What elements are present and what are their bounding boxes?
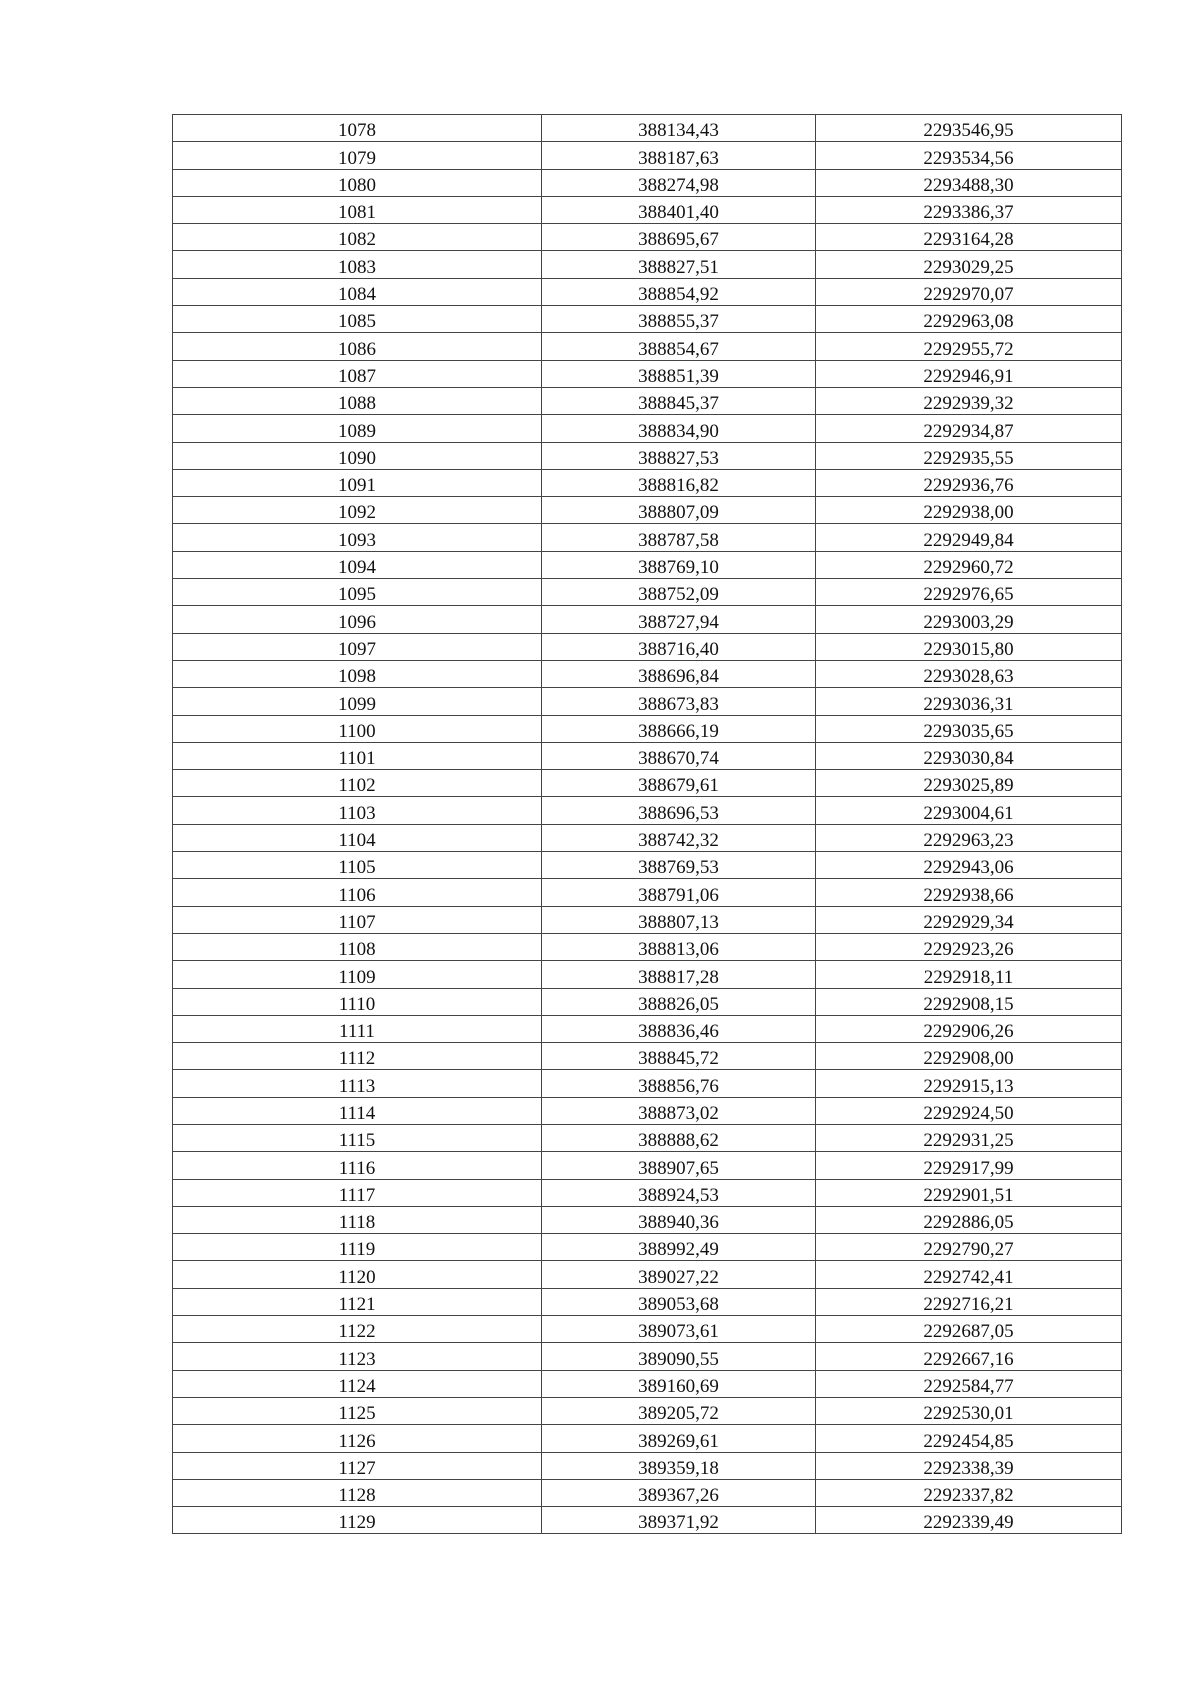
x-coordinate-cell: 388817,28 <box>542 961 816 988</box>
point-number-cell: 1128 <box>173 1479 542 1506</box>
table-row <box>173 1097 1122 1124</box>
table-row <box>173 169 1122 196</box>
point-number-cell: 1125 <box>173 1397 542 1424</box>
x-coordinate-cell: 388401,40 <box>542 196 816 223</box>
x-coordinate-cell: 389359,18 <box>542 1452 816 1479</box>
x-coordinate-cell: 389371,92 <box>542 1507 816 1534</box>
table-row <box>173 1261 1122 1288</box>
point-number-cell: 1129 <box>173 1507 542 1534</box>
table-row <box>173 115 1122 142</box>
point-number-cell: 1096 <box>173 606 542 633</box>
table-row <box>173 579 1122 606</box>
y-coordinate-cell: 2292976,65 <box>816 579 1122 606</box>
y-coordinate-cell: 2293015,80 <box>816 633 1122 660</box>
x-coordinate-cell: 388679,61 <box>542 770 816 797</box>
table-row <box>173 824 1122 851</box>
x-coordinate-cell: 388187,63 <box>542 142 816 169</box>
y-coordinate-cell: 2293028,63 <box>816 660 1122 687</box>
x-coordinate-cell: 388873,02 <box>542 1097 816 1124</box>
table-row <box>173 633 1122 660</box>
point-number-cell: 1082 <box>173 224 542 251</box>
table-row <box>173 742 1122 769</box>
y-coordinate-cell: 2292970,07 <box>816 278 1122 305</box>
y-coordinate-cell: 2293030,84 <box>816 742 1122 769</box>
x-coordinate-cell: 389205,72 <box>542 1397 816 1424</box>
point-number-cell: 1080 <box>173 169 542 196</box>
y-coordinate-cell: 2292338,39 <box>816 1452 1122 1479</box>
x-coordinate-cell: 388845,37 <box>542 387 816 414</box>
table-row <box>173 1507 1122 1534</box>
table-row <box>173 278 1122 305</box>
table-row <box>173 879 1122 906</box>
table-row <box>173 852 1122 879</box>
point-number-cell: 1101 <box>173 742 542 769</box>
table-row <box>173 142 1122 169</box>
table-row <box>173 497 1122 524</box>
point-number-cell: 1081 <box>173 196 542 223</box>
table-row <box>173 1152 1122 1179</box>
point-number-cell: 1084 <box>173 278 542 305</box>
y-coordinate-cell: 2292716,21 <box>816 1288 1122 1315</box>
x-coordinate-cell: 388769,53 <box>542 852 816 879</box>
x-coordinate-cell: 388855,37 <box>542 306 816 333</box>
point-number-cell: 1098 <box>173 660 542 687</box>
x-coordinate-cell: 388696,84 <box>542 660 816 687</box>
y-coordinate-cell: 2292339,49 <box>816 1507 1122 1534</box>
y-coordinate-cell: 2292908,15 <box>816 988 1122 1015</box>
point-number-cell: 1102 <box>173 770 542 797</box>
point-number-cell: 1111 <box>173 1015 542 1042</box>
point-number-cell: 1090 <box>173 442 542 469</box>
y-coordinate-cell: 2292946,91 <box>816 360 1122 387</box>
point-number-cell: 1097 <box>173 633 542 660</box>
table-row <box>173 1070 1122 1097</box>
table-row <box>173 688 1122 715</box>
y-coordinate-cell: 2292943,06 <box>816 852 1122 879</box>
x-coordinate-cell: 388696,53 <box>542 797 816 824</box>
point-number-cell: 1103 <box>173 797 542 824</box>
table-row <box>173 1206 1122 1233</box>
y-coordinate-cell: 2293029,25 <box>816 251 1122 278</box>
point-number-cell: 1099 <box>173 688 542 715</box>
coordinates-table <box>172 114 1122 1534</box>
y-coordinate-cell: 2292454,85 <box>816 1425 1122 1452</box>
table-row <box>173 1234 1122 1261</box>
y-coordinate-cell: 2292742,41 <box>816 1261 1122 1288</box>
table-row <box>173 551 1122 578</box>
y-coordinate-cell: 2293003,29 <box>816 606 1122 633</box>
point-number-cell: 1079 <box>173 142 542 169</box>
point-number-cell: 1088 <box>173 387 542 414</box>
x-coordinate-cell: 388845,72 <box>542 1043 816 1070</box>
x-coordinate-cell: 388856,76 <box>542 1070 816 1097</box>
y-coordinate-cell: 2292906,26 <box>816 1015 1122 1042</box>
y-coordinate-cell: 2292938,00 <box>816 497 1122 524</box>
y-coordinate-cell: 2293488,30 <box>816 169 1122 196</box>
point-number-cell: 1127 <box>173 1452 542 1479</box>
table-row <box>173 1370 1122 1397</box>
y-coordinate-cell: 2292935,55 <box>816 442 1122 469</box>
y-coordinate-cell: 2292931,25 <box>816 1124 1122 1151</box>
x-coordinate-cell: 388826,05 <box>542 988 816 1015</box>
y-coordinate-cell: 2293004,61 <box>816 797 1122 824</box>
table-row <box>173 906 1122 933</box>
x-coordinate-cell: 389160,69 <box>542 1370 816 1397</box>
table-row <box>173 1015 1122 1042</box>
point-number-cell: 1122 <box>173 1316 542 1343</box>
table-row <box>173 224 1122 251</box>
point-number-cell: 1087 <box>173 360 542 387</box>
x-coordinate-cell: 388727,94 <box>542 606 816 633</box>
point-number-cell: 1106 <box>173 879 542 906</box>
point-number-cell: 1089 <box>173 415 542 442</box>
y-coordinate-cell: 2293025,89 <box>816 770 1122 797</box>
y-coordinate-cell: 2293546,95 <box>816 115 1122 142</box>
x-coordinate-cell: 389027,22 <box>542 1261 816 1288</box>
y-coordinate-cell: 2292960,72 <box>816 551 1122 578</box>
coordinates-table-body <box>173 115 1122 1534</box>
x-coordinate-cell: 388827,51 <box>542 251 816 278</box>
x-coordinate-cell: 389073,61 <box>542 1316 816 1343</box>
point-number-cell: 1121 <box>173 1288 542 1315</box>
table-row <box>173 524 1122 551</box>
y-coordinate-cell: 2293534,56 <box>816 142 1122 169</box>
point-number-cell: 1104 <box>173 824 542 851</box>
table-row <box>173 1043 1122 1070</box>
point-number-cell: 1120 <box>173 1261 542 1288</box>
table-row <box>173 1343 1122 1370</box>
table-row <box>173 988 1122 1015</box>
point-number-cell: 1118 <box>173 1206 542 1233</box>
table-row <box>173 1452 1122 1479</box>
point-number-cell: 1078 <box>173 115 542 142</box>
x-coordinate-cell: 388836,46 <box>542 1015 816 1042</box>
y-coordinate-cell: 2292584,77 <box>816 1370 1122 1397</box>
table-row <box>173 442 1122 469</box>
x-coordinate-cell: 388673,83 <box>542 688 816 715</box>
x-coordinate-cell: 388134,43 <box>542 115 816 142</box>
table-row <box>173 333 1122 360</box>
table-row <box>173 1425 1122 1452</box>
table-row <box>173 715 1122 742</box>
point-number-cell: 1108 <box>173 933 542 960</box>
y-coordinate-cell: 2292929,34 <box>816 906 1122 933</box>
table-row <box>173 1288 1122 1315</box>
table-row <box>173 360 1122 387</box>
y-coordinate-cell: 2292923,26 <box>816 933 1122 960</box>
y-coordinate-cell: 2292886,05 <box>816 1206 1122 1233</box>
x-coordinate-cell: 388752,09 <box>542 579 816 606</box>
x-coordinate-cell: 388827,53 <box>542 442 816 469</box>
table-row <box>173 251 1122 278</box>
table-row <box>173 606 1122 633</box>
point-number-cell: 1119 <box>173 1234 542 1261</box>
point-number-cell: 1105 <box>173 852 542 879</box>
point-number-cell: 1107 <box>173 906 542 933</box>
table-row <box>173 1479 1122 1506</box>
x-coordinate-cell: 388851,39 <box>542 360 816 387</box>
point-number-cell: 1085 <box>173 306 542 333</box>
y-coordinate-cell: 2292337,82 <box>816 1479 1122 1506</box>
point-number-cell: 1094 <box>173 551 542 578</box>
x-coordinate-cell: 389053,68 <box>542 1288 816 1315</box>
point-number-cell: 1115 <box>173 1124 542 1151</box>
y-coordinate-cell: 2292687,05 <box>816 1316 1122 1343</box>
table-row <box>173 387 1122 414</box>
point-number-cell: 1112 <box>173 1043 542 1070</box>
point-number-cell: 1083 <box>173 251 542 278</box>
point-number-cell: 1123 <box>173 1343 542 1370</box>
x-coordinate-cell: 389090,55 <box>542 1343 816 1370</box>
y-coordinate-cell: 2292918,11 <box>816 961 1122 988</box>
x-coordinate-cell: 388274,98 <box>542 169 816 196</box>
point-number-cell: 1095 <box>173 579 542 606</box>
table-row <box>173 1397 1122 1424</box>
point-number-cell: 1126 <box>173 1425 542 1452</box>
x-coordinate-cell: 388854,92 <box>542 278 816 305</box>
point-number-cell: 1124 <box>173 1370 542 1397</box>
x-coordinate-cell: 388742,32 <box>542 824 816 851</box>
y-coordinate-cell: 2292936,76 <box>816 469 1122 496</box>
point-number-cell: 1086 <box>173 333 542 360</box>
y-coordinate-cell: 2292790,27 <box>816 1234 1122 1261</box>
point-number-cell: 1092 <box>173 497 542 524</box>
x-coordinate-cell: 388670,74 <box>542 742 816 769</box>
table-row <box>173 770 1122 797</box>
x-coordinate-cell: 388666,19 <box>542 715 816 742</box>
x-coordinate-cell: 388992,49 <box>542 1234 816 1261</box>
x-coordinate-cell: 388907,65 <box>542 1152 816 1179</box>
x-coordinate-cell: 388834,90 <box>542 415 816 442</box>
y-coordinate-cell: 2292955,72 <box>816 333 1122 360</box>
x-coordinate-cell: 388924,53 <box>542 1179 816 1206</box>
y-coordinate-cell: 2292934,87 <box>816 415 1122 442</box>
x-coordinate-cell: 388769,10 <box>542 551 816 578</box>
table-row <box>173 196 1122 223</box>
table-row <box>173 415 1122 442</box>
x-coordinate-cell: 388787,58 <box>542 524 816 551</box>
point-number-cell: 1110 <box>173 988 542 1015</box>
y-coordinate-cell: 2293035,65 <box>816 715 1122 742</box>
x-coordinate-cell: 388716,40 <box>542 633 816 660</box>
y-coordinate-cell: 2292938,66 <box>816 879 1122 906</box>
table-row <box>173 660 1122 687</box>
x-coordinate-cell: 389269,61 <box>542 1425 816 1452</box>
x-coordinate-cell: 388807,13 <box>542 906 816 933</box>
x-coordinate-cell: 388695,67 <box>542 224 816 251</box>
point-number-cell: 1100 <box>173 715 542 742</box>
table-row <box>173 797 1122 824</box>
y-coordinate-cell: 2292917,99 <box>816 1152 1122 1179</box>
table-row <box>173 961 1122 988</box>
x-coordinate-cell: 388816,82 <box>542 469 816 496</box>
point-number-cell: 1109 <box>173 961 542 988</box>
x-coordinate-cell: 388854,67 <box>542 333 816 360</box>
x-coordinate-cell: 388791,06 <box>542 879 816 906</box>
table-row <box>173 469 1122 496</box>
y-coordinate-cell: 2292939,32 <box>816 387 1122 414</box>
y-coordinate-cell: 2292901,51 <box>816 1179 1122 1206</box>
table-row <box>173 933 1122 960</box>
y-coordinate-cell: 2293386,37 <box>816 196 1122 223</box>
table-row <box>173 1124 1122 1151</box>
x-coordinate-cell: 388888,62 <box>542 1124 816 1151</box>
y-coordinate-cell: 2292667,16 <box>816 1343 1122 1370</box>
table-row <box>173 306 1122 333</box>
x-coordinate-cell: 388940,36 <box>542 1206 816 1233</box>
point-number-cell: 1091 <box>173 469 542 496</box>
table-row <box>173 1179 1122 1206</box>
table-row <box>173 1316 1122 1343</box>
y-coordinate-cell: 2292949,84 <box>816 524 1122 551</box>
y-coordinate-cell: 2292963,23 <box>816 824 1122 851</box>
y-coordinate-cell: 2292915,13 <box>816 1070 1122 1097</box>
y-coordinate-cell: 2292963,08 <box>816 306 1122 333</box>
point-number-cell: 1113 <box>173 1070 542 1097</box>
point-number-cell: 1116 <box>173 1152 542 1179</box>
y-coordinate-cell: 2293164,28 <box>816 224 1122 251</box>
y-coordinate-cell: 2292924,50 <box>816 1097 1122 1124</box>
x-coordinate-cell: 389367,26 <box>542 1479 816 1506</box>
y-coordinate-cell: 2292908,00 <box>816 1043 1122 1070</box>
y-coordinate-cell: 2293036,31 <box>816 688 1122 715</box>
y-coordinate-cell: 2292530,01 <box>816 1397 1122 1424</box>
point-number-cell: 1117 <box>173 1179 542 1206</box>
x-coordinate-cell: 388807,09 <box>542 497 816 524</box>
x-coordinate-cell: 388813,06 <box>542 933 816 960</box>
point-number-cell: 1093 <box>173 524 542 551</box>
point-number-cell: 1114 <box>173 1097 542 1124</box>
